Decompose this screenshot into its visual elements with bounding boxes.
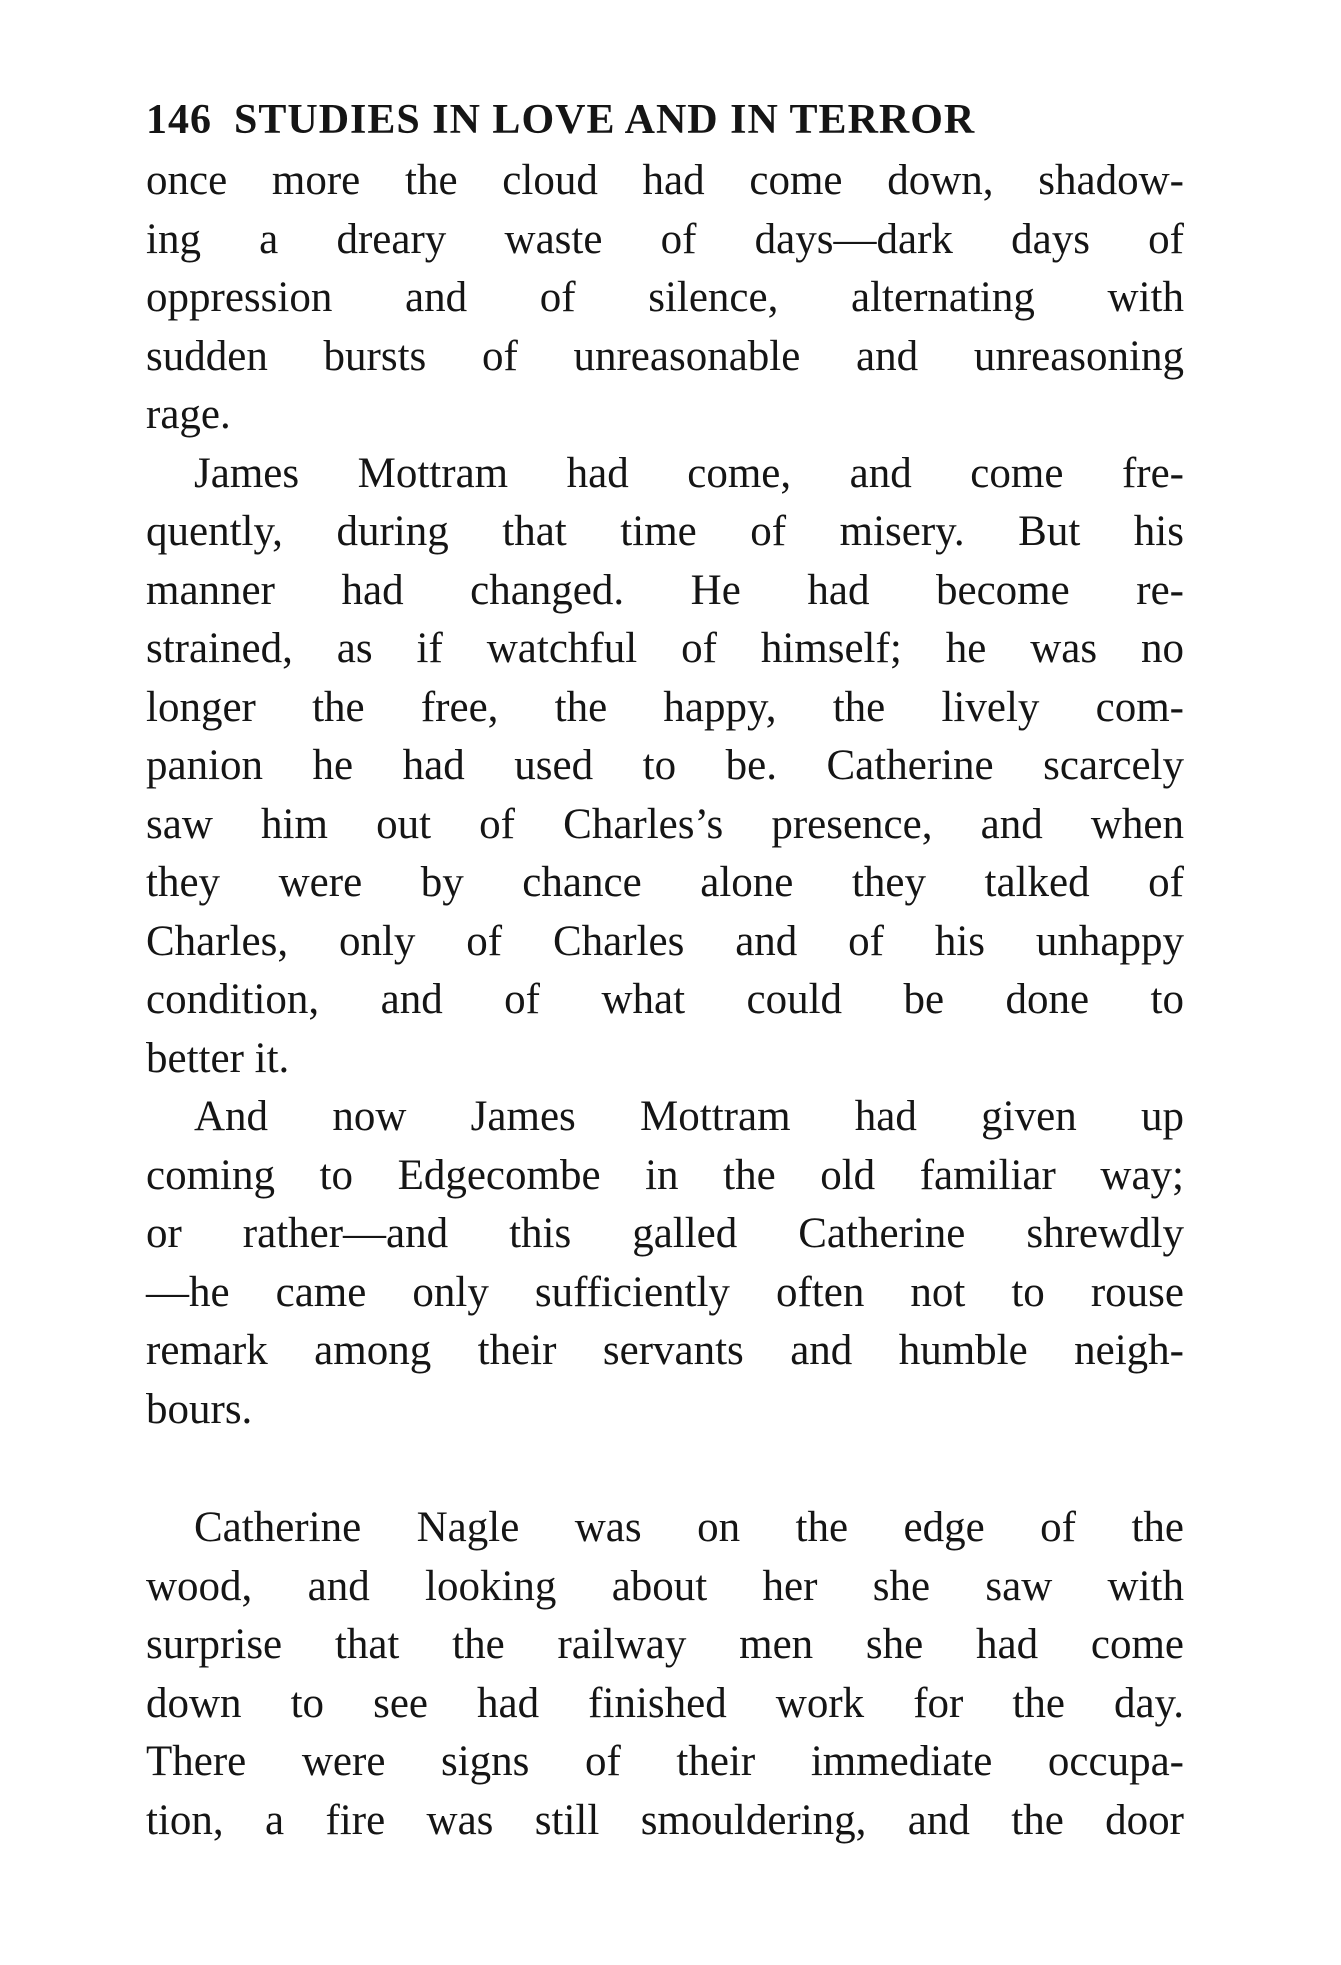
text-line: once more the cloud had come down, shadow-: [146, 157, 1184, 204]
text-line: surprise that the railway men she had come: [146, 1621, 1184, 1668]
paragraph-2: [146, 445, 1184, 1089]
text-line: There were signs of their immediate occupa-: [146, 1738, 1184, 1785]
running-head: [146, 92, 1184, 152]
text-line: rage.: [146, 391, 231, 438]
text-line: oppression and of silence, alternating with: [146, 274, 1184, 321]
page-number: 146: [146, 97, 212, 143]
text-line: —he came only sufficiently often not to rouse: [146, 1268, 1184, 1316]
book-page: [146, 92, 1184, 1850]
text-line: strained, as if watchful of himself; he was no: [146, 625, 1184, 672]
text-line: ing a dreary waste of days—dark days of: [146, 215, 1184, 263]
paragraph-1: [146, 152, 1184, 445]
running-title: STUDIES IN LOVE AND IN TERROR: [234, 97, 976, 143]
text-line: saw him out of Charles’s presence, and when: [146, 800, 1184, 848]
text-line: down to see had finished work for the day.: [146, 1679, 1184, 1727]
text-line: better it.: [146, 1034, 290, 1082]
text-line: wood, and looking about her she saw with: [146, 1562, 1184, 1610]
text-line: they were by chance alone they talked of: [146, 859, 1184, 906]
section-break: [146, 1439, 1184, 1499]
text-line: James Mottram had come, and come fre-: [194, 449, 1184, 497]
text-line: manner had changed. He had become re-: [146, 566, 1184, 614]
text-line: panion he had used to be. Catherine scarcely: [146, 742, 1184, 789]
text-line: longer the free, the happy, the lively com-: [146, 683, 1184, 731]
text-line: Catherine Nagle was on the edge of the: [194, 1504, 1184, 1551]
text-line: Charles, only of Charles and of his unhappy: [146, 917, 1184, 965]
text-line: or rather—and this galled Catherine shrewdly: [146, 1210, 1184, 1257]
text-line: bours.: [146, 1385, 253, 1433]
body-text: [146, 152, 1184, 1850]
text-line: coming to Edgecombe in the old familiar way;: [146, 1151, 1184, 1199]
text-line: condition, and of what could be done to: [146, 976, 1184, 1023]
text-line: quently, during that time of misery. But his: [146, 508, 1184, 555]
paragraph-3: [146, 1088, 1184, 1439]
text-line: remark among their servants and humble neigh-: [146, 1327, 1184, 1374]
paragraph-4: [146, 1499, 1184, 1850]
text-line: And now James Mottram had given up: [194, 1093, 1184, 1140]
text-line: tion, a fire was still smouldering, and the door: [146, 1796, 1184, 1844]
text-line: sudden bursts of unreasonable and unreasoning: [146, 332, 1184, 380]
